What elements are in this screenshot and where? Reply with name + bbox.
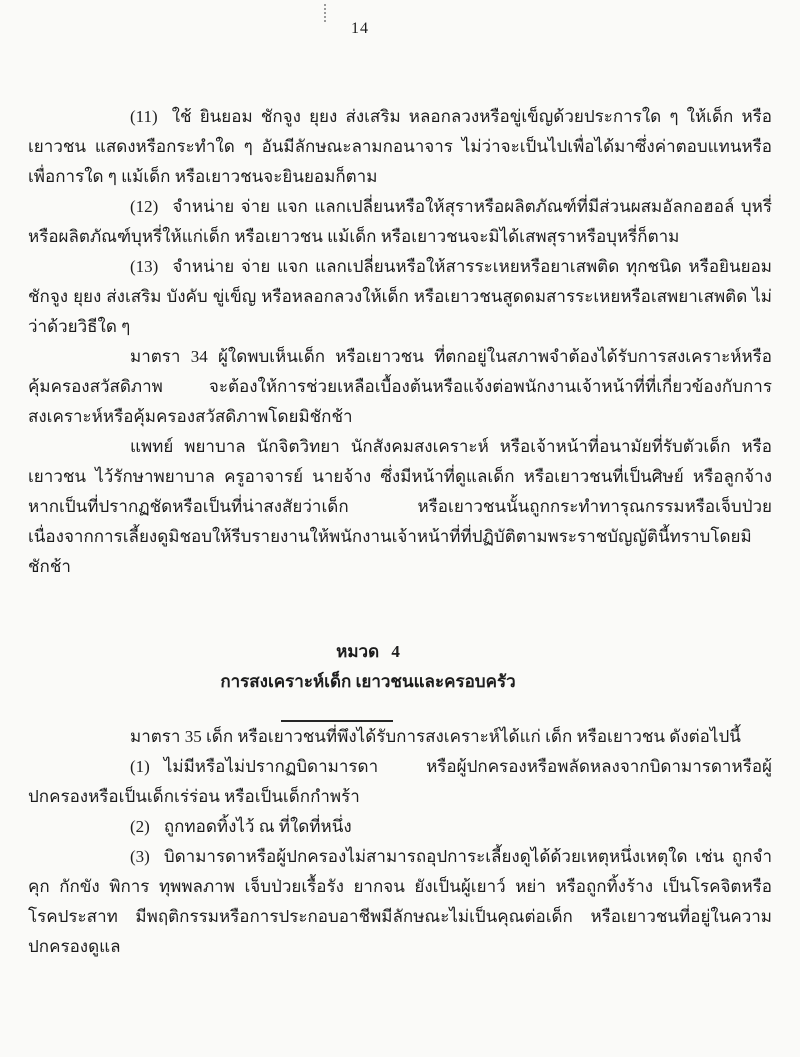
clause-11-text: ใช้ ยินยอม ชักจูง ยุยง ส่งเสริม หลอกลวงหรือขู่เข็ญด้วยประการใด ๆ ให้เด็ก หรือเยาวชน แสดงหรือกระทำใด ๆ อันมีลักษณะลามกอนาจาร ไม่ว่าจะเป็นไปเพื่อได้มาซึ่งค่าตอบแทนหรือเพื่อการใด ๆ แม้เด็ก หรือเยาวชนจะยินยอมก็ตาม — [28, 107, 772, 186]
chapter-title: หมวด 4 — [336, 642, 400, 661]
clause-11 — [28, 102, 772, 192]
section-35-item-2 — [28, 812, 772, 842]
clause-12-text: จำหน่าย จ่าย แจก แลกเปลี่ยนหรือให้สุราหรือผลิตภัณฑ์ที่มีส่วนผสมอัลกอฮอล์ บุหรี่หรือผลิตภัณฑ์บุหรี่ให้แก่เด็ก หรือเยาวชน แม้เด็ก หรือเยาวชนจะมิได้เสพสุราหรือบุหรี่ก็ตาม — [28, 197, 772, 246]
clause-13 — [28, 252, 772, 342]
section-35-intro: มาตรา 35 เด็ก หรือเยาวชนที่พึงได้รับการสงเคราะห์ได้แก่ เด็ก หรือเยาวชน ดังต่อไปนี้ — [130, 727, 741, 746]
section-35-item-3-label: (3) — [130, 847, 150, 866]
section-35-item-2-text: ถูกทอดทิ้งไว้ ณ ที่ใดที่หนึ่ง — [163, 817, 352, 836]
clause-13-text: จำหน่าย จ่าย แจก แลกเปลี่ยนหรือให้สารระเหยหรือยาเสพติด ทุกชนิด หรือยินยอม ชักจูง ยุยง ส่งเสริม บังคับ ขู่เข็ญ หรือหลอกลวงให้เด็ก หรือเยาวชนสูดดมสารระเหยหรือเสพยาเสพติด ไม่ว่าด้วยวิธีใด ๆ — [28, 257, 772, 336]
section-35-item-3-text: บิดามารดาหรือผู้ปกครองไม่สามารถอุปการะเลี้ยงดูได้ด้วยเหตุหนึ่งเหตุใด เช่น ถูกจำคุก กักขัง พิการ ทุพพลภาพ เจ็บป่วยเรื้อรัง ยากจน ยังเป็นผู้เยาว์ หย่า หรือถูกทิ้งร้าง เป็นโรคจิตหรือโรคประสาท มีพฤติกรรมหรือการประกอบอาชีพมีลักษณะไม่เป็นคุณต่อเด็ก หรือเยาวชนที่อยู่ในความปกครองดูแล — [28, 847, 772, 956]
section-34-paragraph-1: มาตรา 34 ผู้ใดพบเห็นเด็ก หรือเยาวชน ที่ตกอยู่ในสภาพจำต้องได้รับการสงเคราะห์หรือคุ้มครองสวัสดิภาพ จะต้องให้การช่วยเหลือเบื้องต้นหรือแจ้งต่อพนักงานเจ้าหน้าที่ที่เกี่ยวข้องกับการสงเคราะห์หรือคุ้มครองสวัสดิภาพโดยมิชักช้า — [28, 347, 772, 426]
chapter-4-heading — [28, 637, 708, 697]
page-number: 14 — [351, 20, 369, 37]
section-35-item-1-text: ไม่มีหรือไม่ปรากฏบิดามารดา หรือผู้ปกครองหรือพลัดหลงจากบิดามารดาหรือผู้ปกครองหรือเป็นเด็กเร่ร่อน หรือเป็นเด็กกำพร้า — [28, 757, 772, 806]
clause-12-label: (12) — [130, 197, 159, 216]
section-34-paragraph-2: แพทย์ พยาบาล นักจิตวิทยา นักสังคมสงเคราะห์ หรือเจ้าหน้าที่อนามัยที่รับตัวเด็ก หรือเยาวชน ไว้รักษาพยาบาล ครูอาจารย์ นายจ้าง ซึ่งมีหน้าที่ดูแลเด็ก หรือเยาวชนที่เป็นศิษย์ หรือลูกจ้าง หากเป็นที่ปรากฏชัดหรือเป็นที่น่าสงสัยว่าเด็ก หรือเยาวชนนั้นถูกกระทำทารุณกรรมหรือเจ็บป่วยเนื่องจากการเลี้ยงดูมิชอบให้รีบรายงานให้พนักงานเจ้าหน้าที่ที่ปฏิบัติตามพระราชบัญญัตินี้ทราบโดยมิชักช้า — [28, 437, 772, 576]
section-35-item-1-label: (1) — [130, 757, 150, 776]
chapter-subtitle: การสงเคราะห์เด็ก เยาวชนและครอบครัว — [220, 672, 516, 691]
section-35-item-1 — [28, 752, 772, 812]
clause-12 — [28, 192, 772, 252]
section-35-item-2-label: (2) — [130, 817, 150, 836]
clause-11-label: (11) — [130, 107, 158, 126]
clause-13-label: (13) — [130, 257, 159, 276]
section-35-item-3 — [28, 842, 772, 962]
document-body — [28, 102, 772, 962]
